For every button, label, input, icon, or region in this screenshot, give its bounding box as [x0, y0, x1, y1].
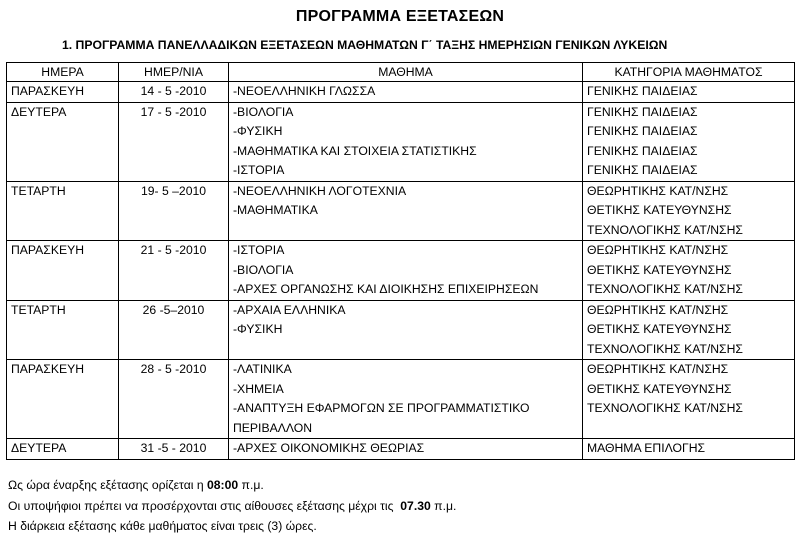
exam-notes: [8, 475, 456, 537]
category-cell: [583, 102, 795, 181]
note-start-suffix: π.μ.: [238, 478, 264, 492]
table-header-row: [7, 63, 795, 82]
subject-line: -ΧΗΜΕΙΑ: [233, 381, 284, 396]
note-arrive-suffix: π.μ.: [430, 498, 457, 513]
header-day: ΗΜΕΡΑ: [7, 63, 119, 82]
date-cell: 31 -5 - 2010: [119, 439, 229, 460]
subject-cell: [229, 360, 583, 439]
note-arrival-time: [8, 496, 456, 517]
category-cell: [583, 181, 795, 241]
category-cell: [583, 82, 795, 103]
category-line: ΓΕΝΙΚΗΣ ΠΑΙΔΕΙΑΣ: [587, 143, 698, 158]
date-cell: 17 - 5 -2010: [119, 102, 229, 181]
note-duration: Η διάρκεια εξέτασης κάθε μαθήματος είναι τρεις (3) ώρες.: [8, 519, 317, 533]
day-cell: ΠΑΡΑΣΚΕΥΗ: [7, 360, 119, 439]
subject-cell: [229, 102, 583, 181]
subject-line: -ΙΣΤΟΡΙΑ: [233, 243, 285, 257]
table-row: [7, 300, 795, 360]
subject-line: -ΑΡΧΕΣ ΟΙΚΟΝΟΜΙΚΗΣ ΘΕΩΡΙΑΣ: [233, 441, 425, 455]
subject-line: -ΜΑΘΗΜΑΤΙΚΑ: [233, 203, 318, 217]
category-line: ΓΕΝΙΚΗΣ ΠΑΙΔΕΙΑΣ: [587, 104, 698, 119]
header-date: ΗΜΕΡ/ΝΙΑ: [119, 63, 229, 82]
category-cell: [583, 241, 795, 301]
subject-cell: [229, 82, 583, 103]
subject-line: -ΝΕΟΕΛΛΗΝΙΚΗ ΛΟΓΟΤΕΧΝΙΑ: [233, 183, 407, 198]
subject-line: -ΝΕΟΕΛΛΗΝΙΚΗ ΓΛΩΣΣΑ: [233, 84, 376, 98]
subject-line: -ΙΣΤΟΡΙΑ: [233, 163, 285, 177]
day-cell: ΠΑΡΑΣΚΕΥΗ: [7, 82, 119, 103]
note-start-prefix: Ως ώρα έναρξης εξέτασης ορίζεται η: [8, 478, 207, 492]
subject-line: -ΑΡΧΑΙΑ ΕΛΛΗΝΙΚΑ: [233, 302, 346, 317]
date-cell: 21 - 5 -2010: [119, 241, 229, 301]
subject-cell: [229, 300, 583, 360]
category-line: ΓΕΝΙΚΗΣ ΠΑΙΔΕΙΑΣ: [587, 124, 698, 138]
page-subtitle: 1. ΠΡΟΓΡΑΜΜΑ ΠΑΝΕΛΛΑΔΙΚΩΝ ΕΞΕΤΑΣΕΩΝ ΜΑΘΗΜΑΤΩΝ Γ΄ ΤΑΞΗΣ ΗΜΕΡΗΣΙΩΝ ΓΕΝΙΚΩΝ ΛΥΚΕΙΩΝ: [62, 38, 668, 52]
date-cell: 19- 5 –2010: [119, 181, 229, 241]
subject-line: -ΜΑΘΗΜΑΤΙΚΑ ΚΑΙ ΣΤΟΙΧΕΙΑ ΣΤΑΤΙΣΤΙΚΗΣ: [233, 143, 477, 158]
category-line: ΤΕΧΝΟΛΟΓΙΚΗΣ ΚΑΤ/ΝΣΗΣ: [587, 222, 743, 237]
subject-line: -ΑΡΧΕΣ ΟΡΓΑΝΩΣΗΣ ΚΑΙ ΔΙΟΙΚΗΣΗΣ ΕΠΙΧΕΙΡΗΣΕΩΝ: [233, 282, 539, 296]
table-row: [7, 102, 795, 181]
category-line: ΤΕΧΝΟΛΟΓΙΚΗΣ ΚΑΤ/ΝΣΗΣ: [587, 282, 743, 296]
subject-line: -ΒΙΟΛΟΓΙΑ: [233, 104, 294, 119]
category-line: ΤΕΧΝΟΛΟΓΙΚΗΣ ΚΑΤ/ΝΣΗΣ: [587, 341, 743, 356]
table-row: [7, 439, 795, 460]
subject-line: -ΒΙΟΛΟΓΙΑ: [233, 262, 294, 277]
category-cell: [583, 300, 795, 360]
day-cell: ΤΕΤΑΡΤΗ: [7, 300, 119, 360]
subject-line: -ΑΝΑΠΤΥΞΗ ΕΦΑΡΜΟΓΩΝ ΣΕ ΠΡΟΓΡΑΜΜΑΤΙΣΤΙΚΟ ΠΕΡΙΒΑΛΛΟΝ: [233, 401, 530, 435]
note-arrive-time-value: 07.30: [400, 498, 431, 513]
table-row: [7, 181, 795, 241]
subject-line: -ΦΥΣΙΚΗ: [233, 322, 283, 336]
day-cell: ΤΕΤΑΡΤΗ: [7, 181, 119, 241]
note-start-time-value: 08:00: [207, 478, 239, 492]
category-line: ΘΕΩΡΗΤΙΚΗΣ ΚΑΤ/ΝΣΗΣ: [587, 362, 729, 376]
header-category: ΚΑΤΗΓΟΡΙΑ ΜΑΘΗΜΑΤΟΣ: [583, 63, 795, 82]
category-line: ΓΕΝΙΚΗΣ ΠΑΙΔΕΙΑΣ: [587, 163, 698, 177]
category-line: ΘΕΩΡΗΤΙΚΗΣ ΚΑΤ/ΝΣΗΣ: [587, 183, 729, 198]
category-line: ΜΑΘΗΜΑ ΕΠΙΛΟΓΗΣ: [587, 441, 706, 455]
date-cell: 14 - 5 -2010: [119, 82, 229, 103]
day-cell: ΔΕΥΤΕΡΑ: [7, 102, 119, 181]
category-line: ΘΕΤΙΚΗΣ ΚΑΤΕΥΘΥΝΣΗΣ: [587, 322, 732, 336]
table-row: [7, 82, 795, 103]
category-line: ΘΕΤΙΚΗΣ ΚΑΤΕΥΘΥΝΣΗΣ: [587, 262, 732, 277]
subject-cell: [229, 439, 583, 460]
subject-cell: [229, 181, 583, 241]
category-line: ΤΕΧΝΟΛΟΓΙΚΗΣ ΚΑΤ/ΝΣΗΣ: [587, 401, 743, 415]
day-cell: ΔΕΥΤΕΡΑ: [7, 439, 119, 460]
table-row: [7, 241, 795, 301]
category-line: ΘΕΩΡΗΤΙΚΗΣ ΚΑΤ/ΝΣΗΣ: [587, 243, 729, 257]
category-line: ΘΕΤΙΚΗΣ ΚΑΤΕΥΘΥΝΣΗΣ: [587, 203, 732, 217]
note-start-time: [8, 475, 456, 496]
table-row: [7, 360, 795, 439]
subject-cell: [229, 241, 583, 301]
category-line: ΓΕΝΙΚΗΣ ΠΑΙΔΕΙΑΣ: [587, 84, 698, 98]
category-cell: [583, 360, 795, 439]
category-line: ΘΕΩΡΗΤΙΚΗΣ ΚΑΤ/ΝΣΗΣ: [587, 302, 729, 317]
subject-line: -ΦΥΣΙΚΗ: [233, 124, 283, 138]
exam-schedule-table: [6, 62, 795, 460]
category-line: ΘΕΤΙΚΗΣ ΚΑΤΕΥΘΥΝΣΗΣ: [587, 381, 732, 396]
note-arrive-prefix: Οι υποψήφιοι πρέπει να προσέρχονται στις αίθουσες εξέτασης μέχρι τις: [8, 498, 401, 513]
date-cell: 26 -5–2010: [119, 300, 229, 360]
date-cell: 28 - 5 -2010: [119, 360, 229, 439]
subject-line: -ΛΑΤΙΝΙΚΑ: [233, 362, 292, 376]
header-subject: ΜΑΘΗΜΑ: [229, 63, 583, 82]
page-title: ΠΡΟΓΡΑΜΜΑ ΕΞΕΤΑΣΕΩΝ: [295, 8, 505, 25]
category-cell: [583, 439, 795, 460]
day-cell: ΠΑΡΑΣΚΕΥΗ: [7, 241, 119, 301]
